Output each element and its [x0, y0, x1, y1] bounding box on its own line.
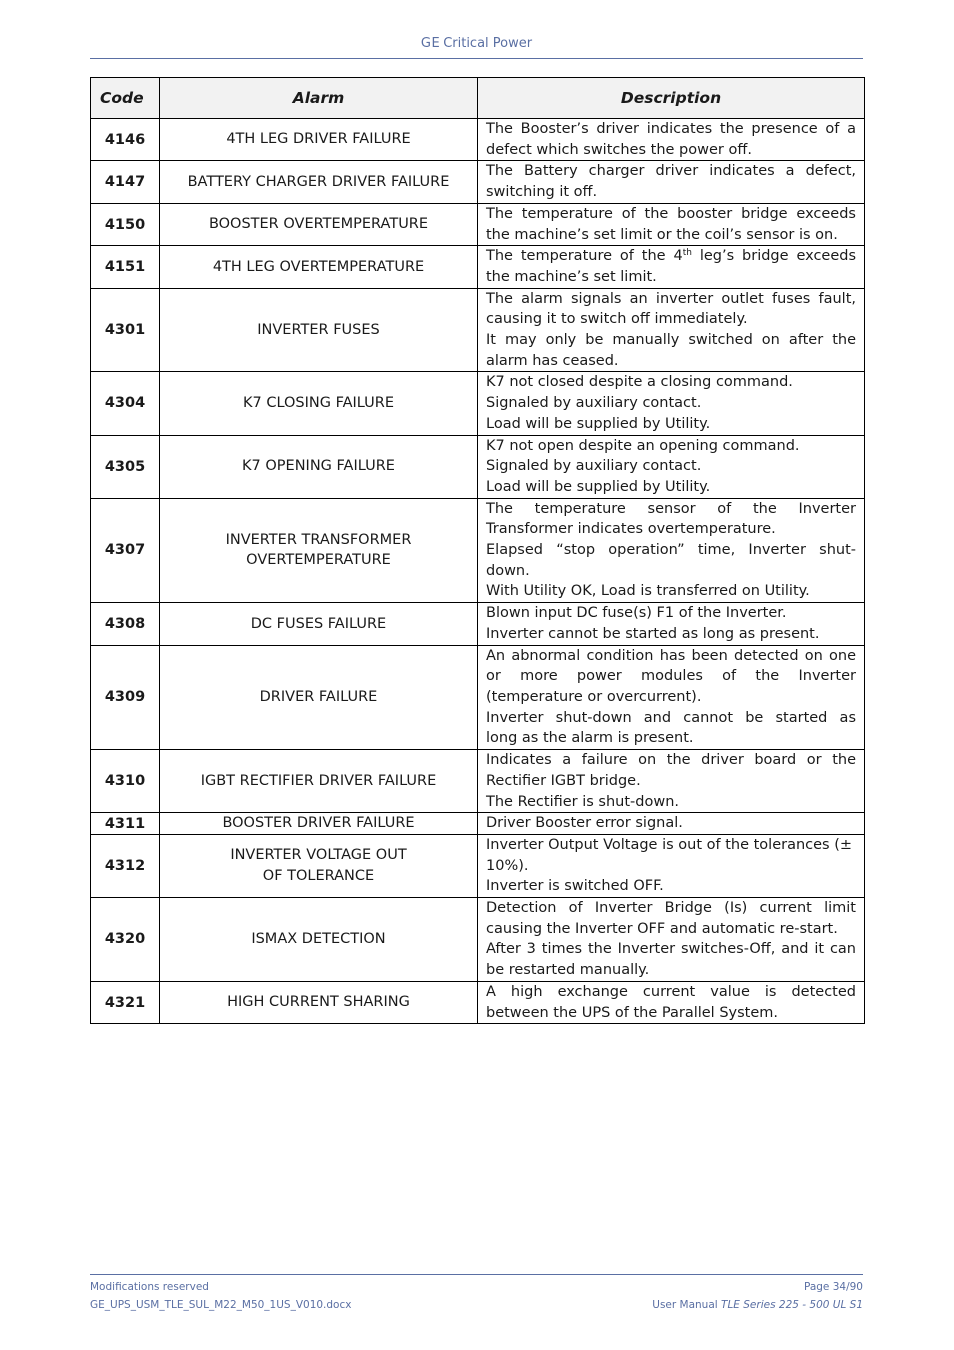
alarm-description: The temperature sensor of the Inverter Transformer indicates overtemperature. Elapsed “stop operation” time, Inverter shut- down. With Utility OK, Load is transferred on Utility.	[478, 498, 865, 603]
alarm-name: INVERTER VOLTAGE OUT OF TOLERANCE	[160, 834, 478, 897]
table-row	[91, 981, 865, 1023]
table-row	[91, 498, 865, 603]
alarm-name: ISMAX DETECTION	[160, 898, 478, 982]
alarm-code: 4307	[91, 498, 160, 603]
alarm-description: The temperature of the 4th leg’s bridge exceeds the machine’s set limit.	[478, 246, 865, 288]
alarm-code: 4301	[91, 288, 160, 372]
alarm-description: K7 not closed despite a closing command. Signaled by auxiliary contact. Load will be supplied by Utility.	[478, 372, 865, 435]
alarm-name: INVERTER FUSES	[160, 288, 478, 372]
alarm-code: 4320	[91, 898, 160, 982]
alarm-column-header: Alarm	[160, 78, 478, 119]
alarm-description: The Booster’s driver indicates the presence of a defect which switches the power off.	[478, 119, 865, 161]
header-title: Critical Power	[443, 36, 533, 51]
alarm-description: Detection of Inverter Bridge (Is) current limit causing the Inverter OFF and automatic re-start. After 3 times the Inverter switches-Off, and it can be restarted manually.	[478, 898, 865, 982]
alarm-description: Driver Booster error signal.	[478, 813, 865, 835]
alarm-description: An abnormal condition has been detected on one or more power modules of the Inverter (temperature or overcurrent). Inverter shut-down and cannot be started as long as the alarm is present.	[478, 645, 865, 750]
page-footer	[90, 1274, 863, 1314]
alarm-code: 4151	[91, 246, 160, 288]
alarm-name: HIGH CURRENT SHARING	[160, 981, 478, 1023]
alarm-name: INVERTER TRANSFORMER OVERTEMPERATURE	[160, 498, 478, 603]
alarm-description: Inverter Output Voltage is out of the tolerances (± 10%). Inverter is switched OFF.	[478, 834, 865, 897]
code-column-header: Code	[91, 78, 160, 119]
footer-modifications: Modifications reserved	[90, 1281, 209, 1293]
alarm-name: DRIVER FAILURE	[160, 645, 478, 750]
alarm-code: 4150	[91, 203, 160, 245]
table-row	[91, 161, 865, 203]
alarm-description: The Battery charger driver indicates a defect, switching it off.	[478, 161, 865, 203]
alarm-name: 4TH LEG DRIVER FAILURE	[160, 119, 478, 161]
alarm-name: K7 CLOSING FAILURE	[160, 372, 478, 435]
table-row	[91, 813, 865, 835]
alarm-description: K7 not open despite an opening command. Signaled by auxiliary contact. Load will be supplied by Utility.	[478, 435, 865, 498]
ge-logo: GE	[420, 36, 441, 51]
alarm-description: Indicates a failure on the driver board or the Rectifier IGBT bridge. The Rectifier is shut-down.	[478, 750, 865, 813]
table-row	[91, 246, 865, 288]
table-row	[91, 435, 865, 498]
table-row	[91, 898, 865, 982]
alarm-code: 4309	[91, 645, 160, 750]
table-header-row	[91, 78, 865, 119]
alarm-description: The alarm signals an inverter outlet fuses fault, causing it to switch off immediately. It may only be manually switched on after the alarm has ceased.	[478, 288, 865, 372]
alarm-code: 4312	[91, 834, 160, 897]
alarm-code: 4310	[91, 750, 160, 813]
table-row	[91, 645, 865, 750]
alarm-code: 4321	[91, 981, 160, 1023]
table-row	[91, 203, 865, 245]
table-row	[91, 603, 865, 645]
description-column-header: Description	[478, 78, 865, 119]
alarm-name: BOOSTER OVERTEMPERATURE	[160, 203, 478, 245]
alarm-name: BOOSTER DRIVER FAILURE	[160, 813, 478, 835]
alarm-description: A high exchange current value is detected between the UPS of the Parallel System.	[478, 981, 865, 1023]
alarm-code: 4311	[91, 813, 160, 835]
table-row	[91, 750, 865, 813]
table-row	[91, 834, 865, 897]
alarm-description: The temperature of the booster bridge exceeds the machine’s set limit or the coil’s sensor is on.	[478, 203, 865, 245]
alarm-code: 4304	[91, 372, 160, 435]
alarm-description: Blown input DC fuse(s) F1 of the Inverter. Inverter cannot be started as long as present.	[478, 603, 865, 645]
alarm-name: BATTERY CHARGER DRIVER FAILURE	[160, 161, 478, 203]
alarm-code: 4305	[91, 435, 160, 498]
footer-manual-title: User Manual TLE Series 225 - 500 UL S1	[652, 1299, 863, 1311]
alarm-code: 4147	[91, 161, 160, 203]
table-row	[91, 119, 865, 161]
alarm-name: 4TH LEG OVERTEMPERATURE	[160, 246, 478, 288]
alarm-name: K7 OPENING FAILURE	[160, 435, 478, 498]
footer-page-number: Page 34/90	[803, 1281, 863, 1293]
alarm-code: 4308	[91, 603, 160, 645]
alarm-name: DC FUSES FAILURE	[160, 603, 478, 645]
alarm-code: 4146	[91, 119, 160, 161]
table-row	[91, 372, 865, 435]
footer-filename: GE_UPS_USM_TLE_SUL_M22_M50_1US_V010.docx	[90, 1299, 352, 1311]
page-header	[90, 36, 863, 59]
alarm-table	[90, 77, 865, 1024]
alarm-name: IGBT RECTIFIER DRIVER FAILURE	[160, 750, 478, 813]
table-row	[91, 288, 865, 372]
